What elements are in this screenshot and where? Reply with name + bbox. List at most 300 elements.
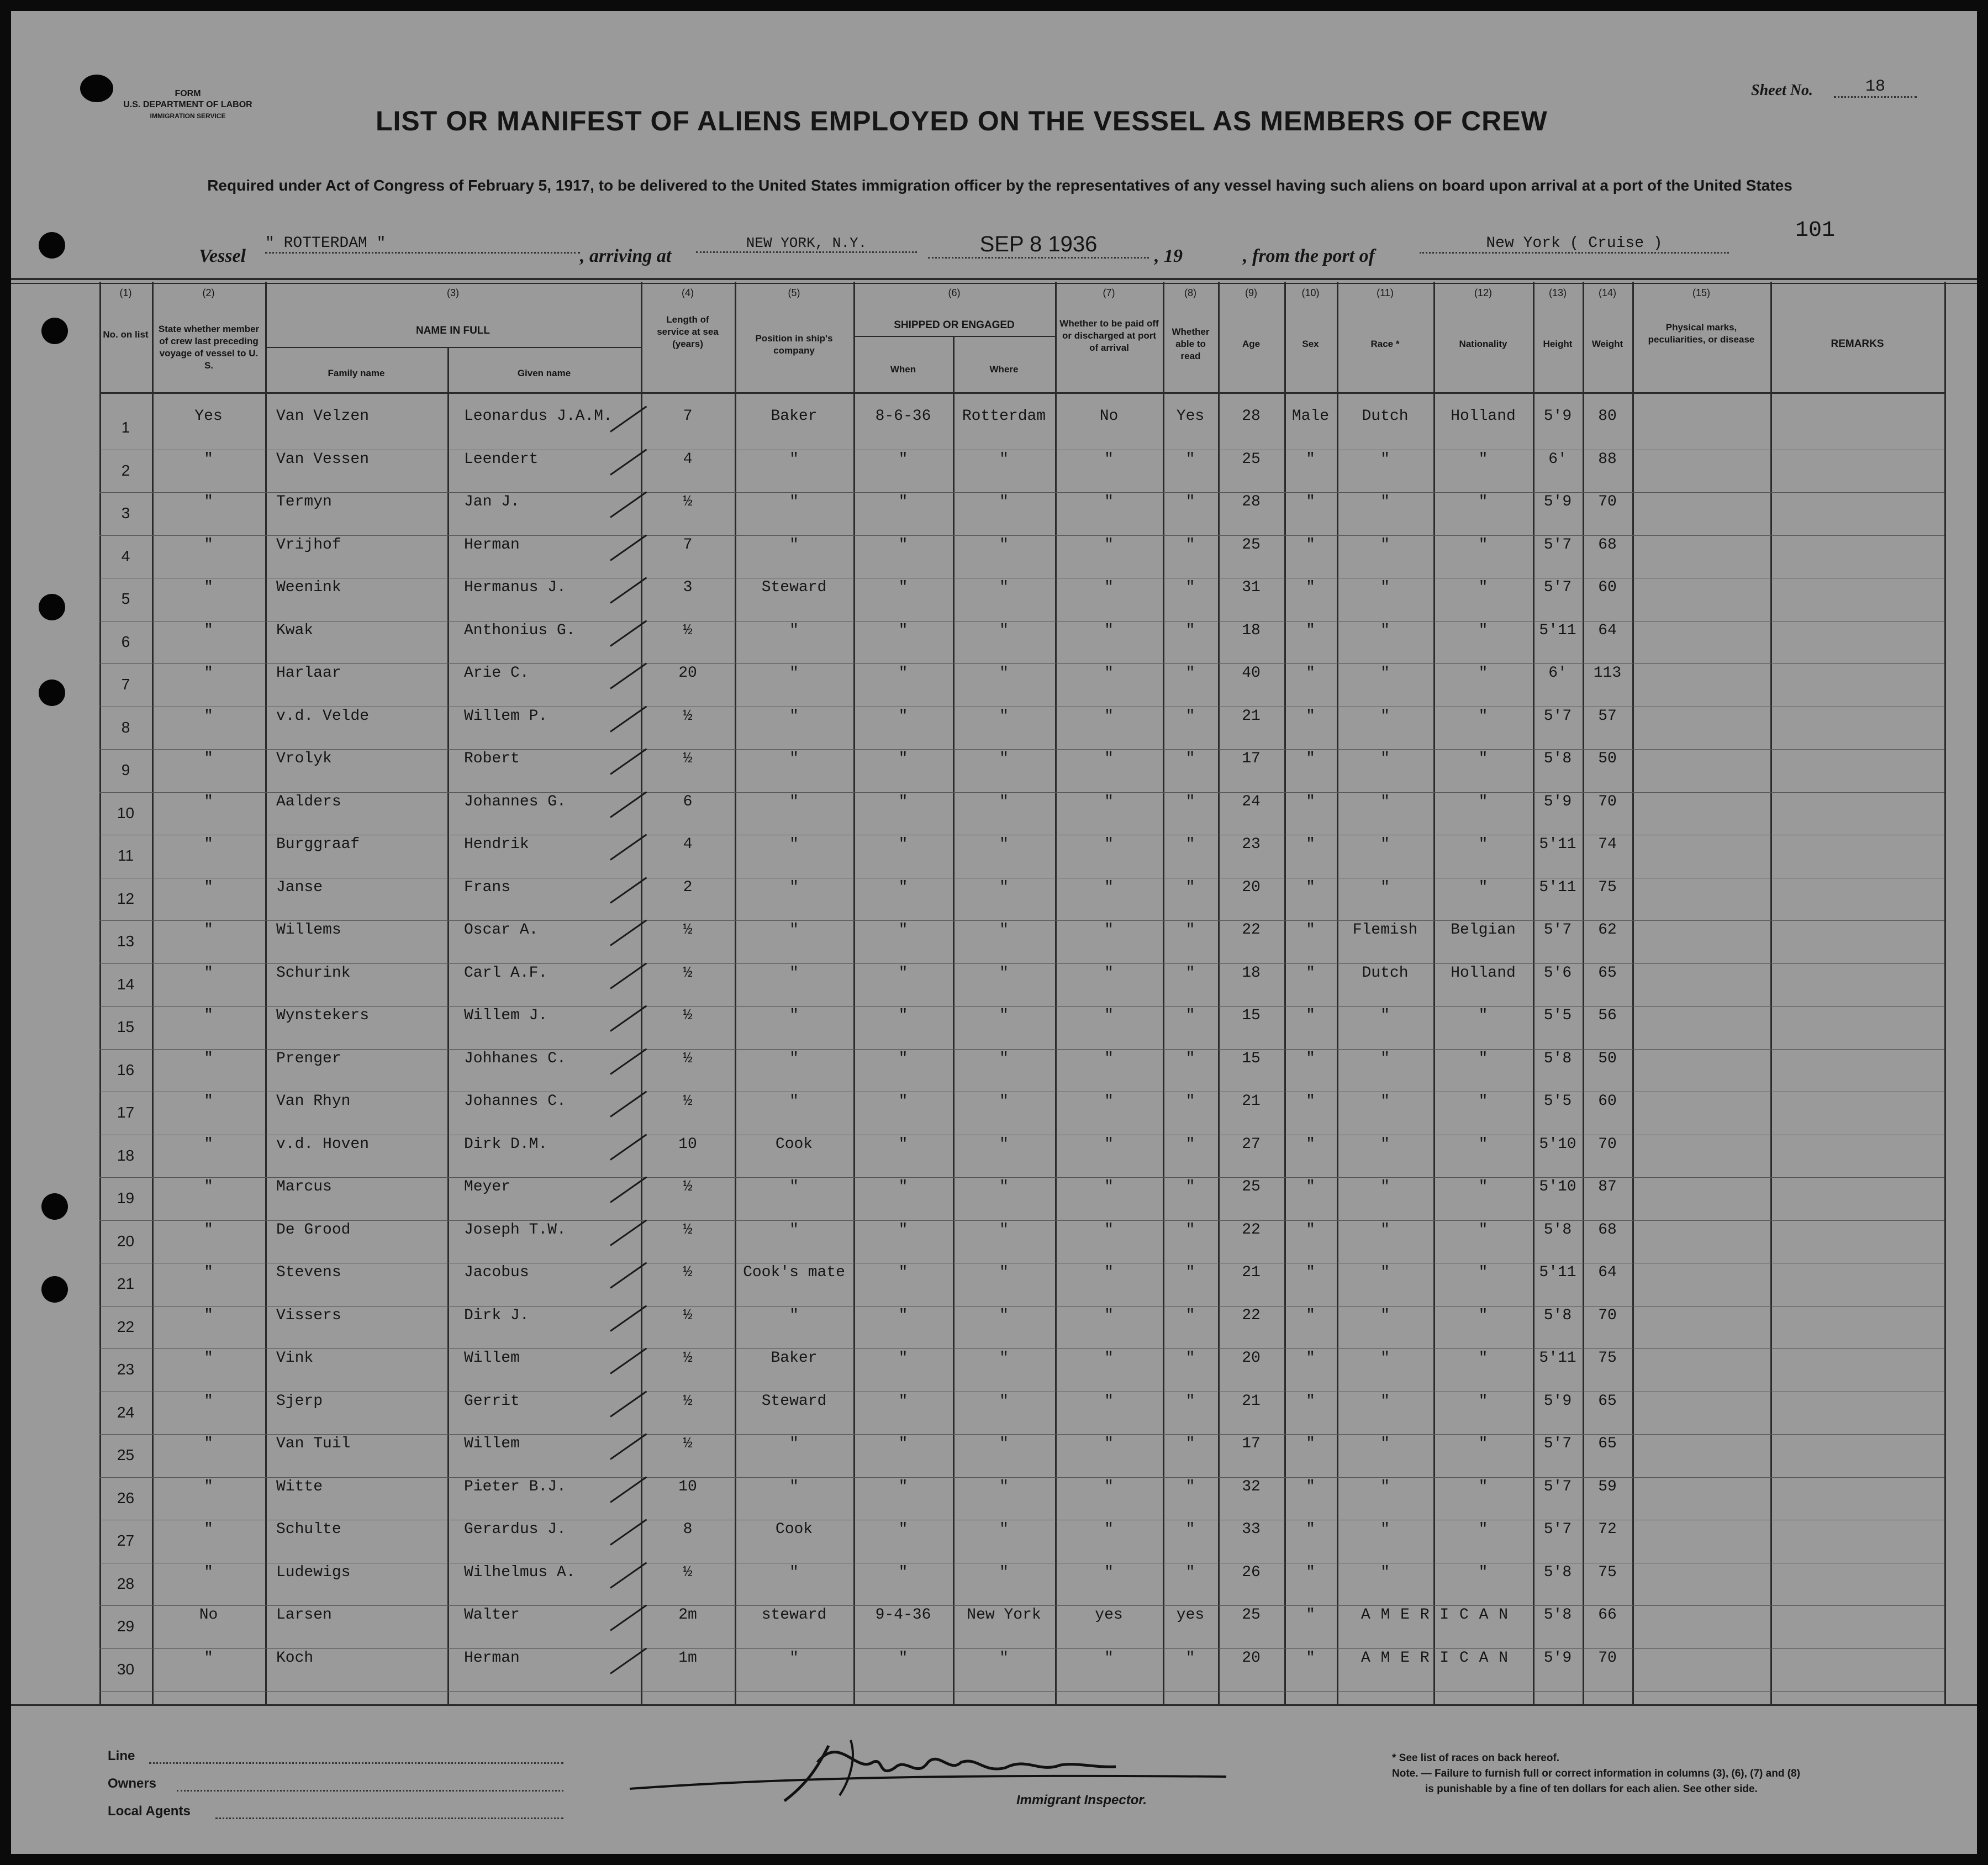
cell-height: 5'8 <box>1543 1563 1572 1581</box>
cell-position: " <box>789 536 799 554</box>
row-number: 5 <box>121 590 130 607</box>
cell-position: " <box>789 1306 799 1324</box>
cell-read: " <box>1185 707 1195 725</box>
cell-read: " <box>1185 450 1195 468</box>
cell-race: " <box>1380 1050 1390 1067</box>
cell-service: ½ <box>683 964 693 982</box>
row-number: 1 <box>121 419 130 436</box>
cell-paid: " <box>1104 536 1114 554</box>
cell-age: 17 <box>1242 750 1261 767</box>
cell-height: 5'8 <box>1543 1306 1572 1324</box>
row-number: 19 <box>117 1189 135 1207</box>
cell-nationality: " <box>1478 750 1488 767</box>
cell-paid: " <box>1104 1264 1114 1281</box>
punch-hole <box>41 1276 68 1303</box>
cell-weight: 80 <box>1598 408 1617 425</box>
cell-paid: " <box>1104 1178 1114 1195</box>
cell-prev: " <box>204 878 213 896</box>
cell-age: 32 <box>1242 1478 1261 1495</box>
line-label: Line <box>108 1748 135 1763</box>
cell-sex: " <box>1306 1478 1315 1495</box>
cell-position: Baker <box>771 408 818 425</box>
cell-height: 5'7 <box>1543 1435 1572 1452</box>
cell-sex: " <box>1306 1350 1315 1367</box>
ink-blot <box>80 75 113 102</box>
cell-service: ½ <box>683 1178 693 1195</box>
cell-read: " <box>1185 1392 1195 1410</box>
races-note: * See list of races on back hereof. <box>1392 1752 1560 1764</box>
row-rule <box>99 663 1944 664</box>
cell-service: ½ <box>683 1093 693 1110</box>
cell-race: A M E R I C A N <box>1361 1606 1509 1624</box>
cell-age: 22 <box>1242 921 1261 939</box>
cell-sex: " <box>1306 665 1315 682</box>
cell-age: 20 <box>1242 878 1261 896</box>
cell-nationality: " <box>1478 1221 1488 1239</box>
row-number: 14 <box>117 975 135 993</box>
service-label: IMMIGRATION SERVICE <box>150 112 226 120</box>
cell-when: " <box>898 707 908 725</box>
cell-age: 15 <box>1242 1050 1261 1067</box>
cell-race: " <box>1380 450 1390 468</box>
cell-prev: " <box>204 579 213 596</box>
row-number: 24 <box>117 1403 135 1421</box>
col-head-nationality: Nationality <box>1459 339 1507 349</box>
cell-prev: " <box>204 1264 213 1281</box>
cell-family: Vrolyk <box>276 750 332 767</box>
cell-prev: Yes <box>194 408 223 425</box>
cell-when: " <box>898 921 908 939</box>
cell-height: 5'7 <box>1543 921 1572 939</box>
cell-race: " <box>1380 707 1390 725</box>
cell-prev: " <box>204 964 213 982</box>
cell-family: Van Rhyn <box>276 1093 351 1110</box>
cell-service: ½ <box>683 750 693 767</box>
cell-read: " <box>1185 1178 1195 1195</box>
cell-when: " <box>898 1521 908 1538</box>
col-head-sex: Sex <box>1302 339 1319 349</box>
row-rule <box>99 749 1944 750</box>
cell-paid: " <box>1104 621 1114 639</box>
cell-given: Anthonius G. <box>464 621 576 639</box>
cell-age: 33 <box>1242 1521 1261 1538</box>
cell-family: Weenink <box>276 579 341 596</box>
cell-age: 25 <box>1242 1606 1261 1624</box>
col-num-2: (2) <box>202 287 215 298</box>
cell-position: " <box>789 750 799 767</box>
cell-nationality: " <box>1478 621 1488 639</box>
page-title: LIST OR MANIFEST OF ALIENS EMPLOYED ON THE VESSEL AS MEMBERS OF CREW <box>376 106 1548 136</box>
cell-given: Willem P. <box>464 707 548 725</box>
col-num-14: (14) <box>1598 287 1616 298</box>
cell-given: Leendert <box>464 450 539 468</box>
cell-sex: " <box>1306 1435 1315 1452</box>
cell-weight: 74 <box>1598 836 1617 853</box>
cell-where: " <box>999 1649 1009 1667</box>
cell-given: Pieter B.J. <box>464 1478 566 1495</box>
cell-nationality: " <box>1478 1178 1488 1195</box>
cell-position: Steward <box>761 1392 827 1410</box>
cell-paid: " <box>1104 1563 1114 1581</box>
cell-service: 2 <box>683 878 693 896</box>
cell-when: " <box>898 536 908 554</box>
cell-given: Dirk J. <box>464 1306 529 1324</box>
cell-sex: " <box>1306 536 1315 554</box>
vessel-value: " ROTTERDAM " <box>265 235 580 254</box>
cell-read: " <box>1185 1306 1195 1324</box>
cell-weight: 70 <box>1598 1135 1617 1153</box>
cell-given: Dirk D.M. <box>464 1135 548 1153</box>
cell-sex: " <box>1306 450 1315 468</box>
cell-service: 4 <box>683 450 693 468</box>
cell-height: 5'8 <box>1543 1221 1572 1239</box>
row-rule <box>99 1006 1944 1007</box>
date-stamp: SEP 8 1936 <box>928 232 1149 259</box>
cell-sex: " <box>1306 964 1315 982</box>
cell-service: 1m <box>678 1649 697 1667</box>
cell-nationality: " <box>1478 1478 1488 1495</box>
vessel-label: Vessel <box>199 246 246 266</box>
cell-when: " <box>898 793 908 810</box>
cell-given: Johannes C. <box>464 1093 566 1110</box>
cell-race: Dutch <box>1362 964 1409 982</box>
col-head-when: When <box>890 364 916 375</box>
cell-where: " <box>999 1007 1009 1024</box>
cell-family: Schulte <box>276 1521 341 1538</box>
arriving-value: NEW YORK, N.Y. <box>696 235 917 253</box>
col-head-weight: Weight <box>1591 339 1623 349</box>
cell-height: 6' <box>1548 665 1567 682</box>
cell-when: " <box>898 1563 908 1581</box>
cell-position: Cook's mate <box>743 1264 845 1281</box>
row-rule <box>99 920 1944 921</box>
row-number: 12 <box>117 889 135 907</box>
cell-family: Kwak <box>276 621 314 639</box>
cell-height: 5'7 <box>1543 1521 1572 1538</box>
cell-age: 25 <box>1242 536 1261 554</box>
col-head-position: Position in ship's company <box>755 333 833 356</box>
cell-race: " <box>1380 1392 1390 1410</box>
department-label: U.S. DEPARTMENT OF LABOR <box>123 100 252 109</box>
cell-read: " <box>1185 1264 1195 1281</box>
local-agents-field <box>215 1817 563 1819</box>
cell-position: " <box>789 621 799 639</box>
cell-age: 17 <box>1242 1435 1261 1452</box>
cell-sex: " <box>1306 621 1315 639</box>
cell-where: " <box>999 1435 1009 1452</box>
cell-sex: " <box>1306 1649 1315 1667</box>
cell-where: " <box>999 964 1009 982</box>
cell-prev: " <box>204 1050 213 1067</box>
cell-family: Van Vessen <box>276 450 370 468</box>
cell-weight: 59 <box>1598 1478 1617 1495</box>
cell-read: " <box>1185 921 1195 939</box>
cell-weight: 72 <box>1598 1521 1617 1538</box>
cell-race: " <box>1380 836 1390 853</box>
cell-given: Hermanus J. <box>464 579 566 596</box>
col-head-age: Age <box>1242 339 1261 349</box>
cell-paid: " <box>1104 1093 1114 1110</box>
cell-race: " <box>1380 1435 1390 1452</box>
cell-service: ½ <box>683 1264 693 1281</box>
cell-sex: " <box>1306 878 1315 896</box>
cell-prev: " <box>204 1649 213 1667</box>
cell-prev: " <box>204 1007 213 1024</box>
cell-race: " <box>1380 793 1390 810</box>
cell-paid: No <box>1099 408 1119 425</box>
local-agents-label: Local Agents <box>108 1804 191 1819</box>
cell-paid: " <box>1104 665 1114 682</box>
cell-paid: " <box>1104 921 1114 939</box>
cell-where: " <box>999 836 1009 853</box>
cell-where: " <box>999 1563 1009 1581</box>
col-head-height: Height <box>1543 339 1573 349</box>
cell-weight: 50 <box>1598 1050 1617 1067</box>
cell-sex: " <box>1306 1093 1315 1110</box>
col-head-paid-off: Whether to be paid off or discharged at port of arrival <box>1059 318 1159 353</box>
cell-nationality: " <box>1478 878 1488 896</box>
cell-when: " <box>898 1007 908 1024</box>
cell-when: " <box>898 1178 908 1195</box>
cell-given: Johhanes C. <box>464 1050 566 1067</box>
cell-service: ½ <box>683 707 693 725</box>
cell-sex: " <box>1306 1306 1315 1324</box>
cell-position: " <box>789 1478 799 1495</box>
cell-paid: " <box>1104 579 1114 596</box>
cell-given: Willem <box>464 1435 520 1452</box>
cell-position: " <box>789 921 799 939</box>
col-head-family-name: Family name <box>328 368 385 378</box>
row-number: 3 <box>121 504 130 521</box>
cell-height: 5'7 <box>1543 536 1572 554</box>
sheet-number-value: 18 <box>1834 77 1917 98</box>
cell-weight: 75 <box>1598 878 1617 896</box>
cell-service: 10 <box>678 1478 697 1495</box>
cell-sex: Male <box>1291 408 1330 425</box>
cell-service: ½ <box>683 621 693 639</box>
cell-position: " <box>789 1178 799 1195</box>
cell-sex: " <box>1306 1521 1315 1538</box>
cell-family: v.d. Velde <box>276 707 370 725</box>
col-num-6: (6) <box>948 287 961 298</box>
col-num-11: (11) <box>1377 287 1394 298</box>
row-rule <box>99 963 1944 964</box>
cell-height: 5'5 <box>1543 1093 1572 1110</box>
cell-weight: 56 <box>1598 1007 1617 1024</box>
row-rule <box>99 1348 1944 1349</box>
cell-position: " <box>789 450 799 468</box>
cell-nationality: Holland <box>1451 408 1516 425</box>
form-label: FORM <box>175 89 201 98</box>
cell-age: 22 <box>1242 1306 1261 1324</box>
cell-race: " <box>1380 1093 1390 1110</box>
cell-paid: " <box>1104 450 1114 468</box>
cell-weight: 75 <box>1598 1350 1617 1367</box>
cell-height: 5'11 <box>1539 836 1576 853</box>
cell-service: 20 <box>678 665 697 682</box>
cell-race: " <box>1380 1306 1390 1324</box>
cell-prev: " <box>204 1478 213 1495</box>
cell-where: " <box>999 921 1009 939</box>
row-number: 30 <box>117 1660 135 1678</box>
cell-prev: " <box>204 1521 213 1538</box>
cell-age: 18 <box>1242 964 1261 982</box>
cell-service: ½ <box>683 921 693 939</box>
cell-position: " <box>789 1093 799 1110</box>
cell-race: A M E R I C A N <box>1361 1649 1509 1667</box>
cell-family: v.d. Hoven <box>276 1135 370 1153</box>
cell-sex: " <box>1306 750 1315 767</box>
cell-weight: 64 <box>1598 621 1617 639</box>
cell-where: " <box>999 579 1009 596</box>
row-rule <box>99 1691 1944 1692</box>
cell-service: ½ <box>683 493 693 510</box>
cell-height: 5'7 <box>1543 579 1572 596</box>
cell-family: Stevens <box>276 1264 341 1281</box>
cell-race: " <box>1380 750 1390 767</box>
cell-service: 7 <box>683 536 693 554</box>
cell-given: Willem <box>464 1350 520 1367</box>
cell-nationality: " <box>1478 1563 1488 1581</box>
cell-prev: " <box>204 1135 213 1153</box>
cell-family: Witte <box>276 1478 323 1495</box>
row-number: 13 <box>117 932 135 950</box>
cell-prev: " <box>204 493 213 510</box>
cell-when: " <box>898 1392 908 1410</box>
cell-weight: 62 <box>1598 921 1617 939</box>
cell-age: 40 <box>1242 665 1261 682</box>
cell-prev: " <box>204 707 213 725</box>
cell-when: " <box>898 1435 908 1452</box>
cell-nationality: " <box>1478 536 1488 554</box>
cell-age: 18 <box>1242 621 1261 639</box>
cell-given: Jacobus <box>464 1264 529 1281</box>
cell-sex: " <box>1306 1178 1315 1195</box>
cell-paid: " <box>1104 964 1114 982</box>
cell-height: 5'11 <box>1539 621 1576 639</box>
cell-weight: 50 <box>1598 750 1617 767</box>
cell-service: 7 <box>683 408 693 425</box>
cell-weight: 65 <box>1598 1435 1617 1452</box>
row-number: 22 <box>117 1318 135 1335</box>
row-number: 9 <box>121 761 130 778</box>
row-number: 15 <box>117 1018 135 1035</box>
col-head-remarks: REMARKS <box>1831 338 1884 350</box>
cell-weight: 87 <box>1598 1178 1617 1195</box>
name-subheader-line <box>265 347 641 348</box>
cell-family: Schurink <box>276 964 351 982</box>
col-num-13: (13) <box>1548 287 1567 298</box>
cell-position: " <box>789 493 799 510</box>
cell-when: " <box>898 579 908 596</box>
cell-height: 5'9 <box>1543 1649 1572 1667</box>
cell-prev: " <box>204 1093 213 1110</box>
cell-position: " <box>789 964 799 982</box>
cell-weight: 68 <box>1598 536 1617 554</box>
cell-given: Gerrit <box>464 1392 520 1410</box>
cell-race: " <box>1380 621 1390 639</box>
cell-race: " <box>1380 1007 1390 1024</box>
cell-height: 5'9 <box>1543 1392 1572 1410</box>
cell-where: " <box>999 665 1009 682</box>
cell-position: Cook <box>775 1135 813 1153</box>
cell-given: Johannes G. <box>464 793 566 810</box>
cell-family: Termyn <box>276 493 332 510</box>
row-number: 4 <box>121 547 130 565</box>
row-number: 29 <box>117 1618 135 1635</box>
cell-paid: " <box>1104 836 1114 853</box>
cell-race: " <box>1380 579 1390 596</box>
cell-height: 5'8 <box>1543 1050 1572 1067</box>
cell-read: " <box>1185 579 1195 596</box>
cell-weight: 57 <box>1598 707 1617 725</box>
col-head-physical: Physical marks, peculiarities, or disease <box>1648 322 1755 345</box>
row-number: 16 <box>117 1061 135 1078</box>
cell-when: " <box>898 1135 908 1153</box>
cell-position: " <box>789 1435 799 1452</box>
col-num-7: (7) <box>1103 287 1115 298</box>
cell-when: " <box>898 1478 908 1495</box>
cell-family: Van Velzen <box>276 408 370 425</box>
cell-when: " <box>898 964 908 982</box>
cell-read: " <box>1185 621 1195 639</box>
from-port-label: , from the port of <box>1243 246 1375 266</box>
header-bottom-border <box>99 392 1944 394</box>
row-number: 17 <box>117 1104 135 1121</box>
cell-where: " <box>999 493 1009 510</box>
row-number: 27 <box>117 1532 135 1549</box>
cell-paid: " <box>1104 1350 1114 1367</box>
row-number: 10 <box>117 804 135 821</box>
cell-when: " <box>898 621 908 639</box>
row-rule <box>99 1177 1944 1178</box>
cell-paid: " <box>1104 1007 1114 1024</box>
row-number: 7 <box>121 676 130 693</box>
cell-nationality: Holland <box>1451 964 1516 982</box>
row-number: 26 <box>117 1489 135 1506</box>
owners-label: Owners <box>108 1776 157 1791</box>
cell-weight: 60 <box>1598 1093 1617 1110</box>
cell-sex: " <box>1306 1050 1315 1067</box>
cell-nationality: " <box>1478 493 1488 510</box>
cell-family: De Grood <box>276 1221 351 1239</box>
row-number: 6 <box>121 633 130 650</box>
stamp-number: 101 <box>1795 218 1836 243</box>
col-head-able-read: Whether able to read <box>1172 326 1210 361</box>
cell-when: " <box>898 450 908 468</box>
row-rule <box>99 1434 1944 1435</box>
cell-weight: 65 <box>1598 964 1617 982</box>
punch-hole <box>41 318 68 344</box>
cell-when: 9-4-36 <box>875 1606 931 1624</box>
cell-nationality: " <box>1478 1050 1488 1067</box>
row-rule <box>99 1605 1944 1606</box>
cell-where: " <box>999 1178 1009 1195</box>
cell-height: 5'9 <box>1543 493 1572 510</box>
cell-prev: " <box>204 921 213 939</box>
cell-family: Prenger <box>276 1050 341 1067</box>
intro-text: Required under Act of Congress of February 5, 1917, to be delivered to the United States immigration officer by the representatives of any vessel having such aliens on board upon arrival at a port of the United States <box>207 177 1792 194</box>
cell-given: Oscar A. <box>464 921 539 939</box>
inspector-signature <box>619 1724 1254 1812</box>
cell-race: Flemish <box>1352 921 1418 939</box>
table-top-border-2 <box>11 283 1977 284</box>
col-head-no: No. on list <box>103 329 149 340</box>
cell-family: Willems <box>276 921 341 939</box>
cell-position: " <box>789 1050 799 1067</box>
cell-where: " <box>999 793 1009 810</box>
cell-age: 23 <box>1242 836 1261 853</box>
